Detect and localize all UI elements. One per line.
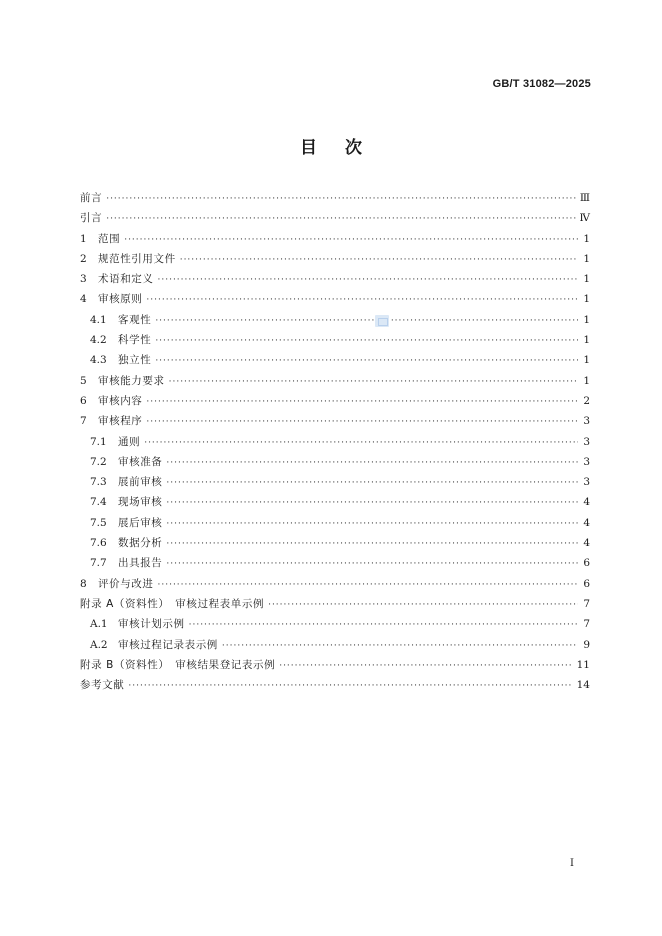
toc-entry-page: 3 [583, 476, 590, 489]
toc-entry-label: 审核过程记录表示例 [118, 638, 218, 651]
toc-entry-label: 附录 B（资料性） 审核结果登记表示例 [80, 658, 276, 671]
toc-entry-label: 客观性 [118, 313, 152, 326]
toc-entry-page: 1 [583, 354, 590, 367]
toc-entry-label: 评价与改进 [98, 577, 154, 590]
toc-entry-number: 7.7 [90, 557, 107, 570]
toc-entry[interactable] [80, 251, 590, 271]
toc-entry-label: 审核原则 [98, 293, 143, 306]
toc-leader-dots [146, 414, 578, 430]
toc-entry-label: 附录 A（资料性） 审核过程表单示例 [80, 597, 265, 610]
toc-leader-dots [166, 495, 578, 511]
toc-entry-page: 3 [583, 415, 590, 428]
toc-entry-page: 1 [583, 293, 590, 306]
page-title [0, 133, 662, 158]
toc-entry-label: 通则 [118, 435, 141, 448]
toc-leader-dots [279, 658, 572, 674]
toc-entry-page: 1 [583, 313, 590, 326]
toc-entry[interactable] [80, 637, 590, 657]
toc-entry-label: 审核程序 [98, 415, 143, 428]
toc-entry-label: 术语和定义 [98, 273, 154, 286]
toc-leader-dots [155, 353, 578, 369]
toc-entry-number: 6 [80, 394, 87, 407]
toc-entry[interactable] [80, 494, 590, 514]
toc-entry[interactable] [80, 210, 590, 230]
search-highlight-icon [375, 315, 389, 327]
title-char-2: 次 [345, 138, 362, 158]
toc-leader-dots [158, 272, 579, 288]
toc-leader-dots [158, 577, 579, 593]
toc-entry[interactable] [80, 393, 590, 413]
toc-entry-page: 1 [583, 334, 590, 347]
toc-entry-page: 7 [583, 618, 590, 631]
toc-entry-label: 前言 [80, 192, 103, 204]
toc-entry[interactable] [80, 190, 590, 210]
toc-leader-dots [155, 333, 578, 349]
toc-leader-dots [268, 597, 578, 613]
toc-leader-dots [146, 292, 578, 308]
toc-entry[interactable] [80, 515, 590, 535]
toc-entry-number: 3 [80, 273, 87, 286]
toc-entry-page: 9 [583, 638, 590, 651]
toc-entry[interactable] [80, 271, 590, 291]
toc-entry-page: 1 [583, 374, 590, 387]
toc-entry-number: 5 [80, 374, 87, 387]
toc-entry[interactable] [80, 576, 590, 596]
toc-entry-label: 独立性 [118, 354, 152, 367]
toc-entry-label: 审核内容 [98, 394, 143, 407]
toc-entry-page: 4 [583, 496, 590, 509]
toc-entry-label: 审核准备 [118, 455, 163, 468]
toc-entry[interactable] [80, 291, 590, 311]
toc-entry-number: 7.1 [90, 435, 107, 448]
toc-entry[interactable] [80, 434, 590, 454]
toc-leader-dots [189, 617, 578, 633]
toc-leader-dots [180, 252, 578, 268]
toc-entry-page: 14 [576, 679, 590, 692]
toc-entry-page: 4 [583, 537, 590, 550]
toc-entry-number: 4.1 [90, 313, 107, 326]
toc-leader-dots [166, 536, 578, 552]
toc-entry-number: 4.3 [90, 354, 107, 367]
toc-entry-number: 7.6 [90, 537, 107, 550]
toc-entry[interactable] [80, 373, 590, 393]
toc-leader-dots [222, 638, 578, 654]
toc-entry[interactable] [80, 555, 590, 575]
toc-leader-dots [144, 435, 578, 451]
toc-entry-label: 展前审核 [118, 476, 163, 489]
toc-entry-number: 2 [80, 252, 87, 265]
toc-entry-label: 审核能力要求 [98, 374, 165, 387]
toc-entry-label: 现场审核 [118, 496, 163, 509]
toc-entry[interactable] [80, 616, 590, 636]
toc-entry-number: 7 [80, 415, 87, 428]
toc-entry-number: A.2 [90, 638, 108, 651]
toc-entry[interactable] [80, 332, 590, 352]
toc-entry-label: 参考文献 [80, 679, 125, 692]
toc-entry-page: 1 [583, 252, 590, 265]
toc-entry[interactable] [80, 312, 590, 332]
toc-leader-dots [128, 678, 572, 694]
toc-entry-page: 3 [583, 455, 590, 468]
toc-entry[interactable] [80, 596, 590, 616]
toc-leader-dots [106, 191, 576, 207]
toc-entry-page: 4 [583, 516, 590, 529]
toc-entry-label: 出具报告 [118, 557, 163, 570]
toc-leader-dots [155, 313, 578, 329]
title-char-1: 目 [300, 138, 317, 158]
toc-entry[interactable] [80, 474, 590, 494]
toc-entry-label: 审核计划示例 [118, 618, 185, 631]
toc-leader-dots [124, 232, 578, 248]
toc-entry-page: Ⅳ [579, 212, 590, 225]
toc-entry[interactable] [80, 352, 590, 372]
toc-entry-page: 11 [576, 658, 590, 671]
toc-entry-page: 6 [583, 577, 590, 590]
toc-entry-page: 2 [583, 394, 590, 407]
toc-entry-label: 科学性 [118, 334, 152, 347]
toc-entry-number: 4 [80, 293, 87, 306]
toc-leader-dots [166, 516, 578, 532]
toc-entry-page: Ⅲ [579, 192, 590, 204]
toc-entry-number: 7.4 [90, 496, 107, 509]
toc-entry-number: 7.5 [90, 516, 107, 529]
standard-code: GB/T 31082—2025 [492, 78, 591, 90]
toc-entry-page: 1 [583, 273, 590, 286]
toc-entry-page: 7 [583, 597, 590, 610]
toc-entry-label: 引言 [80, 212, 103, 225]
toc-entry[interactable] [80, 231, 590, 251]
toc-entry-number: 4.2 [90, 334, 107, 347]
toc-leader-dots [166, 556, 578, 572]
toc-leader-dots [166, 455, 578, 471]
toc-leader-dots [166, 475, 578, 491]
toc-entry-number: 8 [80, 577, 87, 590]
toc-entry[interactable] [80, 677, 590, 697]
toc-entry-number: A.1 [90, 618, 108, 631]
toc-entry-number: 7.3 [90, 476, 107, 489]
toc-entry-number: 1 [80, 232, 87, 245]
toc-entry[interactable] [80, 535, 590, 555]
table-of-contents [80, 190, 590, 697]
toc-entry-label: 范围 [98, 232, 121, 245]
toc-leader-dots [106, 211, 575, 227]
toc-entry-page: 6 [583, 557, 590, 570]
page-number: I [570, 858, 574, 869]
toc-entry[interactable] [80, 454, 590, 474]
toc-leader-dots [146, 394, 578, 410]
toc-leader-dots [169, 374, 578, 390]
toc-entry[interactable] [80, 657, 590, 677]
toc-entry-label: 规范性引用文件 [98, 252, 176, 265]
toc-entry-number: 7.2 [90, 455, 107, 468]
toc-entry-page: 1 [583, 232, 590, 245]
toc-entry-page: 3 [583, 435, 590, 448]
toc-entry-label: 展后审核 [118, 516, 163, 529]
toc-entry[interactable] [80, 413, 590, 433]
toc-entry-label: 数据分析 [118, 537, 163, 550]
